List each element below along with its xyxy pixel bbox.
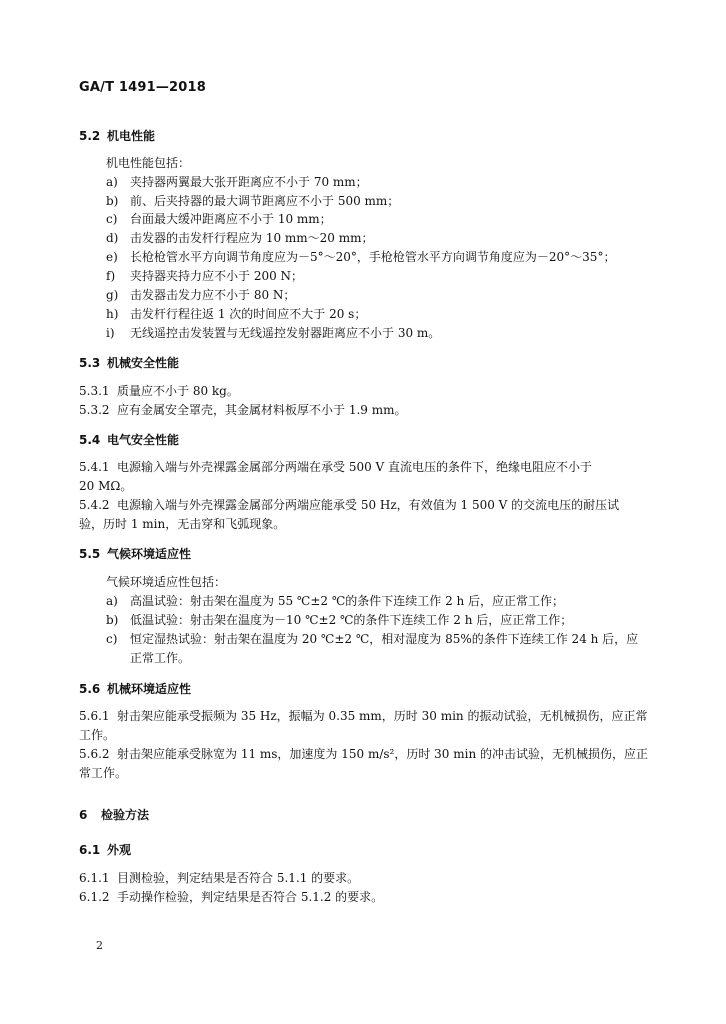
text-line xyxy=(106,155,190,171)
clause-number: f) xyxy=(106,269,116,283)
clause-text: 射击架应能承受脉宽为 11 ms，加速度为 150 m/s²，历时 30 min 的冲击试验，无机械损伤，应正 xyxy=(117,747,649,761)
text-line xyxy=(106,249,615,265)
clause-text: 台面最大缓冲距离应不小于 10 mm； xyxy=(130,212,332,226)
clause-number: g) xyxy=(106,288,119,302)
clause-number: c) xyxy=(106,632,118,646)
standard-code-header: GA/T 1491—2018 xyxy=(79,80,207,95)
clause-number: i) xyxy=(106,326,115,340)
clause-text: 低温试验：射击架在温度为－10 ℃±2 ℃的条件下连续工作 2 h 后，应正常工作； xyxy=(130,613,573,627)
clause-text: 电气安全性能 xyxy=(107,433,180,447)
clause-number: b) xyxy=(106,194,119,208)
clause-number: d) xyxy=(106,231,119,245)
clause-text: 正常工作。 xyxy=(130,651,191,665)
clause-number: 5.4.2 xyxy=(79,498,110,512)
clause-number: e) xyxy=(106,250,118,264)
text-line xyxy=(79,870,359,886)
clause-number: b) xyxy=(106,613,119,627)
text-line xyxy=(106,211,332,227)
text-line xyxy=(79,889,383,905)
clause-text: 电源输入端与外壳裸露金属部分两端在承受 500 V 直流电压的条件下，绝缘电阻应不小于 xyxy=(117,460,593,474)
clause-number: 5.6.1 xyxy=(79,709,110,723)
clause-text: 验，历时 1 min，无击穿和飞弧现象。 xyxy=(79,517,286,531)
clause-text: 检验方法 xyxy=(101,808,150,822)
text-line xyxy=(79,478,132,494)
clause-text: 夹持器夹持力应不小于 200 N； xyxy=(130,269,304,283)
text-line xyxy=(106,574,226,590)
text-line xyxy=(106,306,366,322)
clause-text: 击发器击发力应不小于 80 N； xyxy=(130,288,296,302)
clause-text: 无线遥控击发装置与无线遥控发射器距离应不小于 30 m。 xyxy=(130,326,441,340)
text-line xyxy=(79,708,647,724)
clause-text: 机械环境适应性 xyxy=(107,682,192,696)
clause-text: 外观 xyxy=(107,843,132,857)
clause-number: 5.3.1 xyxy=(79,384,110,398)
clause-text: 击发器的击发杆行程应为 10 mm～20 mm； xyxy=(130,231,374,245)
text-line xyxy=(79,497,619,513)
text-line xyxy=(79,746,648,762)
clause-text: 射击架应能承受振频为 35 Hz，振幅为 0.35 mm，历时 30 min 的振动试验，无机械损伤，应正常 xyxy=(117,709,648,723)
clause-number: 5.5 xyxy=(79,547,101,561)
text-line xyxy=(106,287,295,303)
clause-number: h) xyxy=(106,307,119,321)
clause-text: 手动操作检验，判定结果是否符合 5.1.2 的要求。 xyxy=(117,890,384,904)
text-line xyxy=(79,402,406,418)
text-line xyxy=(106,593,564,609)
text-line xyxy=(106,230,374,246)
text-line xyxy=(106,325,440,341)
clause-number: 5.3.2 xyxy=(79,403,110,417)
clause-text: 应有金属安全罩壳，其金属材料板厚不小于 1.9 mm。 xyxy=(117,403,407,417)
text-line xyxy=(106,631,638,647)
text-line xyxy=(106,268,303,284)
clause-number: 5.4 xyxy=(79,433,101,447)
clause-text: 20 MΩ。 xyxy=(79,479,133,493)
text-line xyxy=(79,727,115,743)
clause-number: 6.1.2 xyxy=(79,890,110,904)
clause-number: 6.1 xyxy=(79,843,101,857)
clause-text: 机电性能包括： xyxy=(106,156,191,170)
clause-number: 6.1.1 xyxy=(79,871,110,885)
clause-text: 机电性能 xyxy=(107,129,156,143)
clause-text: 机械安全性能 xyxy=(107,356,180,370)
clause-number: a) xyxy=(106,175,118,189)
section-heading xyxy=(79,128,155,144)
text-line xyxy=(79,765,127,781)
clause-number: a) xyxy=(106,594,118,608)
clause-number: 5.6 xyxy=(79,682,101,696)
section-heading xyxy=(79,681,191,697)
section-heading xyxy=(79,842,131,858)
section-heading xyxy=(79,432,179,448)
clause-text: 目测检验，判定结果是否符合 5.1.1 的要求。 xyxy=(117,871,360,885)
text-line xyxy=(79,516,285,532)
clause-number: 5.3 xyxy=(79,356,101,370)
text-line xyxy=(130,650,190,666)
section-heading xyxy=(79,546,191,562)
clause-text: 气候环境适应性 xyxy=(107,547,192,561)
clause-text: 前、后夹持器的最大调节距离应不小于 500 mm； xyxy=(130,194,400,208)
clause-text: 长枪枪管水平方向调节角度应为－5°～20°，手枪枪管水平方向调节角度应为－20°～35°； xyxy=(130,250,616,264)
clause-text: 工作。 xyxy=(79,728,116,742)
text-line xyxy=(106,193,399,209)
section-heading xyxy=(79,355,179,371)
clause-number: 5.4.1 xyxy=(79,460,110,474)
text-line xyxy=(106,612,572,628)
page-number: 2 xyxy=(96,939,103,952)
text-line xyxy=(106,174,368,190)
clause-text: 气候环境适应性包括： xyxy=(106,575,227,589)
clause-text: 夹持器两翼最大张开距离应不小于 70 mm； xyxy=(130,175,368,189)
clause-number: c) xyxy=(106,212,118,226)
clause-text: 常工作。 xyxy=(79,766,128,780)
clause-text: 高温试验：射击架在温度为 55 ℃±2 ℃的条件下连续工作 2 h 后，应正常工作； xyxy=(130,594,565,608)
text-line xyxy=(79,459,592,475)
clause-number: 6 xyxy=(79,808,88,822)
section-heading xyxy=(79,807,149,823)
text-line xyxy=(79,383,239,399)
clause-number: 5.6.2 xyxy=(79,747,110,761)
clause-text: 击发杆行程往返 1 次的时间应不大于 20 s； xyxy=(130,307,367,321)
clause-text: 恒定湿热试验：射击架在温度为 20 ℃±2 ℃，相对湿度为 85%的条件下连续工作 24 h 后，应 xyxy=(130,632,639,646)
clause-text: 电源输入端与外壳裸露金属部分两端应能承受 50 Hz，有效值为 1 500 V 的交流电压的耐压试 xyxy=(117,498,620,512)
clause-number: 5.2 xyxy=(79,129,101,143)
clause-text: 质量应不小于 80 kg。 xyxy=(117,384,239,398)
